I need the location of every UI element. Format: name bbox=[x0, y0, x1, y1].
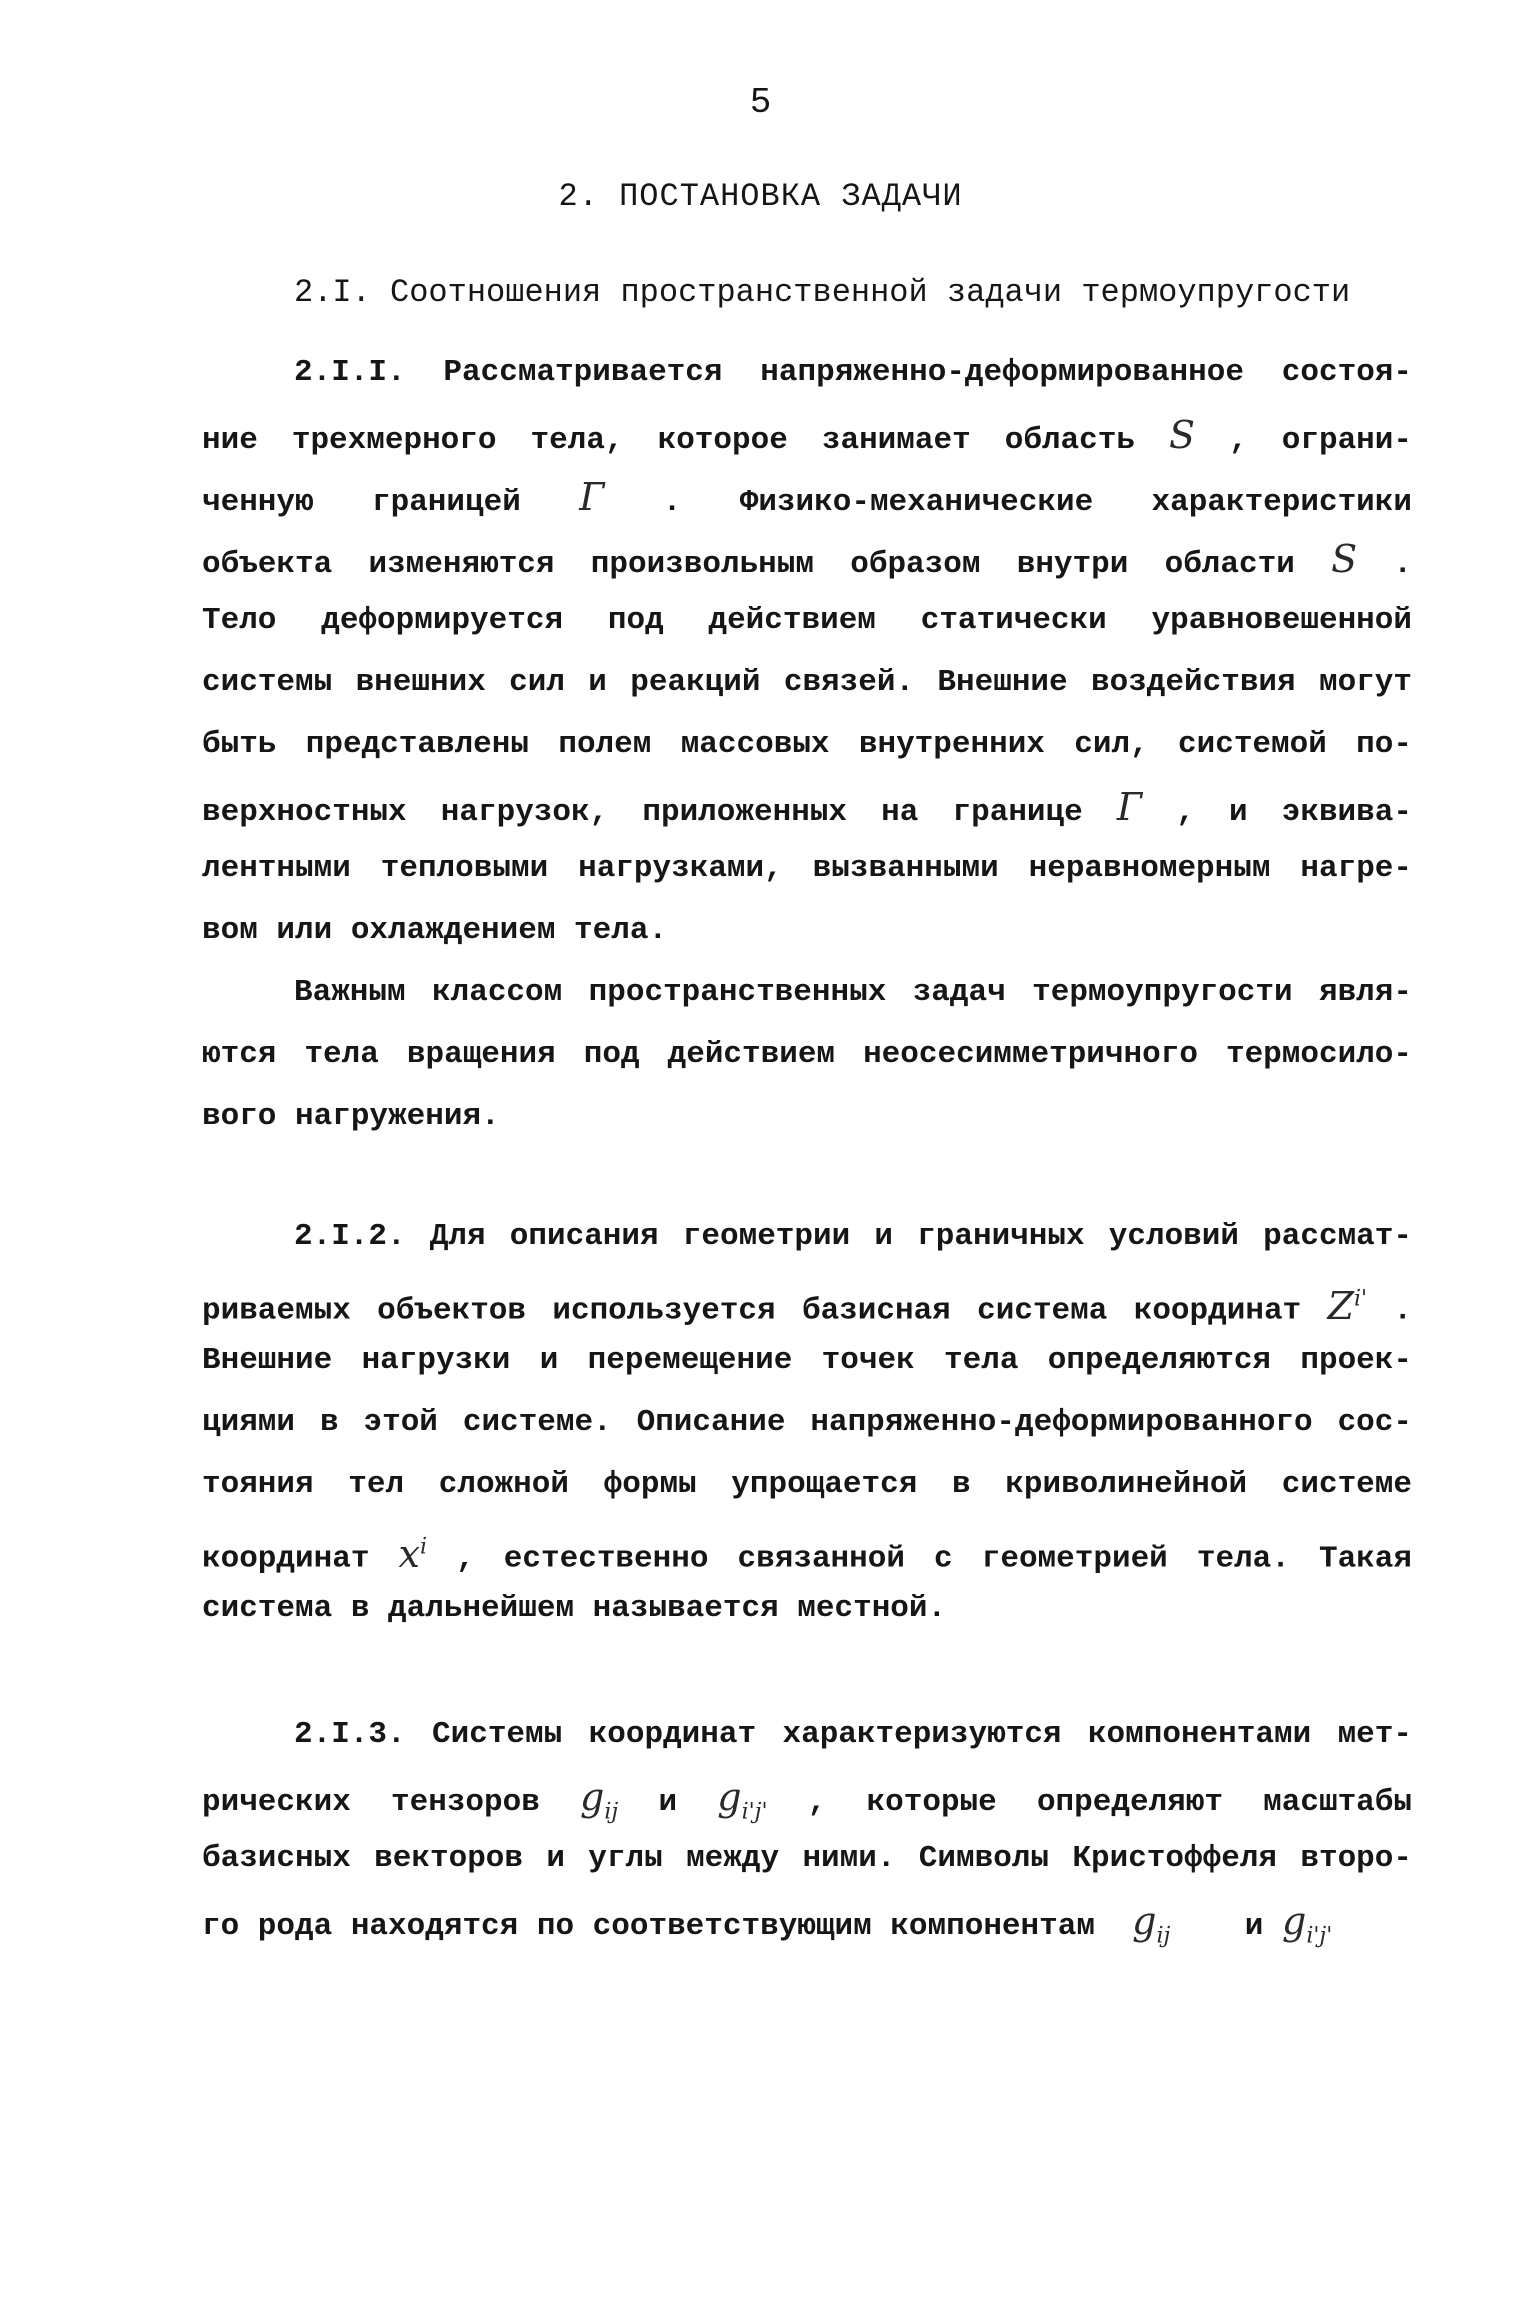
text-line: тояния тел сложной формы упрощается в криволинейной системе bbox=[202, 1467, 1412, 1502]
text-line: верхностных нагрузок, приложенных на границе Г , и эквива- bbox=[202, 785, 1412, 830]
text-line: системы внешних сил и реакций связей. Внешние воздействия могут bbox=[202, 665, 1412, 700]
section-title: 2. ПОСТАНОВКА ЗАДАЧИ bbox=[558, 178, 963, 215]
symbol-g-i-prime-j-prime: $g_{i'j'}$ bbox=[1282, 1899, 1333, 1949]
paragraph-2-1-1 bbox=[202, 342, 1412, 962]
text-line: объекта изменяются произвольным образом внутри области S . bbox=[202, 537, 1412, 582]
paragraph-2-1-1-continued bbox=[202, 962, 1412, 1148]
symbol-z-basis: $Z^{i'}$ bbox=[1327, 1283, 1368, 1328]
page-number: 5 bbox=[749, 82, 772, 123]
text-line: вом или охлаждением тела. bbox=[202, 913, 668, 948]
symbol-S: S bbox=[1331, 537, 1358, 581]
text-line: базисных векторов и углы между ними. Символы Кристоффеля второ- bbox=[202, 1841, 1412, 1876]
text-line: циями в этой системе. Описание напряженно-деформированного сос- bbox=[202, 1405, 1412, 1440]
subsection-title: 2.I. Соотношения пространственной задачи термоупругости bbox=[294, 274, 1351, 311]
symbol-S: S bbox=[1169, 413, 1196, 457]
text-line: Внешние нагрузки и перемещение точек тела определяются проек- bbox=[202, 1343, 1412, 1378]
text-line: Тело деформируется под действием статически уравновешенной bbox=[202, 603, 1412, 638]
text-line: 2.I.2. Для описания геометрии и граничных условий рассмат- bbox=[294, 1219, 1412, 1254]
symbol-g-ij: $g_{ij}$ bbox=[1132, 1899, 1171, 1949]
symbol-g-ij: $g_{ij}$ bbox=[580, 1775, 619, 1825]
text-line: ченную границей Г . Физико-механические характеристики bbox=[202, 475, 1412, 520]
text-line: 2.I.3. Системы координат характеризуются компонентами мет- bbox=[294, 1717, 1412, 1752]
text-line: быть представлены полем массовых внутренних сил, системой по- bbox=[202, 727, 1412, 762]
text-line: координат $x^i$ , естественно связанной с геометрией тела. Такая bbox=[202, 1531, 1412, 1577]
text-line: рических тензоров $g_{ij}$ и $g_{i'j'}$ , которые определяют масштабы bbox=[202, 1775, 1412, 1825]
text-line: ние трехмерного тела, которое занимает область S , ограни- bbox=[202, 413, 1412, 458]
symbol-gamma: Г bbox=[1116, 785, 1143, 829]
text-line: Важным классом пространственных задач термоупругости явля- bbox=[294, 975, 1412, 1010]
text-line: вого нагружения. bbox=[202, 1099, 500, 1134]
text-line: го рода находятся по соответствующим компонентам $g_{ij}$ и $g_{i'j'}$ bbox=[202, 1899, 1333, 1949]
paragraph-2-1-2 bbox=[202, 1206, 1412, 1640]
paragraph-2-1-3 bbox=[202, 1704, 1412, 1952]
text-line: ются тела вращения под действием неосесимметричного термосило- bbox=[202, 1037, 1412, 1072]
symbol-gamma: Г bbox=[579, 475, 605, 519]
symbol-x-local: $x^i$ bbox=[398, 1531, 428, 1576]
text-line: 2.I.I. Рассматривается напряженно-деформированное состоя- bbox=[294, 355, 1412, 390]
text-line: система в дальнейшем называется местной. bbox=[202, 1591, 947, 1626]
symbol-g-i-prime-j-prime: $g_{i'j'}$ bbox=[717, 1775, 768, 1825]
text-line: риваемых объектов используется базисная система координат $Z^{i'}$ . bbox=[202, 1283, 1413, 1329]
text-line: лентными тепловыми нагрузками, вызванными неравномерным нагре- bbox=[202, 851, 1412, 886]
